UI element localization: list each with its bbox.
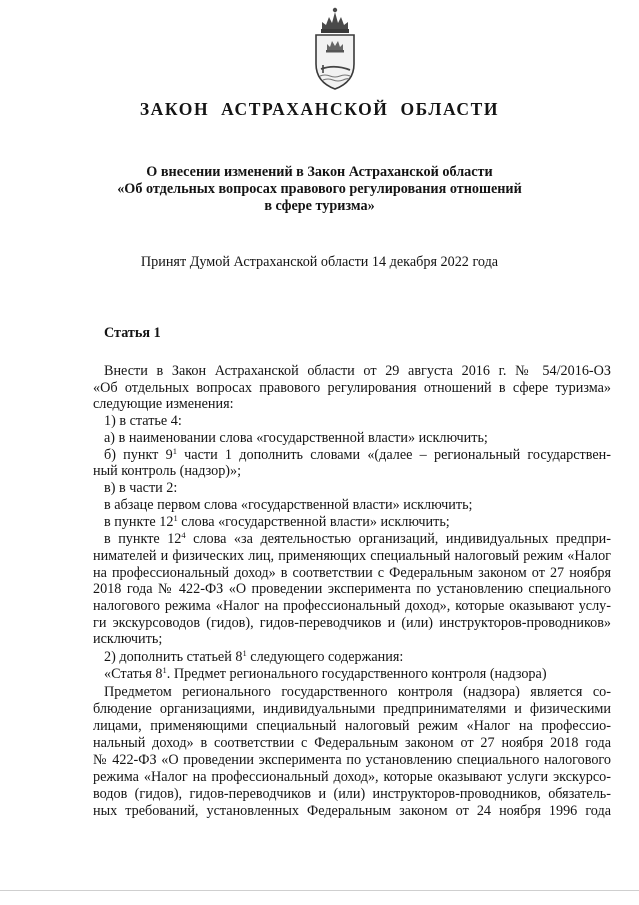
superscript: 1 — [173, 513, 178, 523]
body-line: водов (гидов), гидов-переводчиков и (или) инструкторов-проводников, обязатель- — [93, 786, 611, 802]
body-line: ных требований, установленных Федеральным законом от 24 ноября 1996 года — [93, 803, 611, 819]
body-line: блюдение организациями, индивидуальными предпринимателями и физическими — [93, 701, 611, 717]
body-line — [104, 447, 611, 463]
body-text: «Статья 8 — [104, 666, 163, 682]
body-line: нимателей и физических лиц, применяющих специальный налоговый режим «Налог — [93, 548, 611, 564]
body-text: в пункте 12 — [104, 531, 182, 547]
adoption-line: Принят Думой Астраханской области 14 декабря 2022 года — [140, 254, 499, 270]
body-text: части 1 дополнить словами «(далее – региональный государствен- — [176, 447, 611, 463]
superscript: 1 — [172, 446, 177, 456]
body-text: в пункте 12 — [104, 514, 174, 530]
subtitle-line-1: О внесении изменений в Закон Астраханской области — [146, 164, 493, 180]
superscript: 1 — [242, 648, 247, 658]
body-line: в абзаце первом слова «государственной власти» исключить; — [104, 497, 473, 513]
body-line: исключить; — [93, 631, 163, 647]
body-line: в) в части 2: — [104, 480, 178, 496]
body-line: Внести в Закон Астраханской области от 29 августа 2016 г. № 54/2016-ОЗ — [104, 363, 611, 379]
body-line: 2018 года № 422-ФЗ «О проведении эксперимента по установлению специального — [93, 581, 611, 597]
superscript: 4 — [181, 530, 186, 540]
document-title: ЗАКОН АСТРАХАНСКОЙ ОБЛАСТИ — [139, 99, 500, 119]
article-heading: Статья 1 — [104, 325, 161, 341]
subtitle-line-2: «Об отдельных вопросах правового регулирования отношений — [117, 181, 522, 197]
body-line — [104, 531, 611, 547]
body-line: налогового режима «Налог на профессиональный доход», которые оказывают услу- — [93, 598, 611, 614]
body-text: 2) дополнить статьей 8 — [104, 649, 243, 665]
body-line — [104, 666, 547, 682]
body-line: а) в наименовании слова «государственной власти» исключить; — [104, 430, 488, 446]
body-line: нальный доход» в соответствии с Федеральным законом от 27 ноября 2018 года — [93, 735, 611, 751]
body-line: на профессиональный доход» в соответствии с Федеральным законом от 27 ноября — [93, 565, 611, 581]
body-text: слова «за деятельностью организаций, индивидуальных предпри- — [185, 531, 611, 547]
body-line: 1) в статье 4: — [104, 413, 182, 429]
body-line: «Об отдельных вопросах правового регулирования отношений в сфере туризма» — [93, 380, 611, 396]
body-text: б) пункт 9 — [104, 447, 173, 463]
body-text: слова «государственной власти» исключить; — [177, 514, 450, 530]
body-text: следующего содержания: — [246, 649, 404, 665]
body-line — [104, 514, 450, 530]
body-text: . Предмет регионального государственного контроля (надзора) — [166, 666, 547, 682]
page-edge-divider — [0, 890, 639, 891]
body-line: ги экскурсоводов (гидов), гидов-переводчиков и (или) инструкторов-проводников» — [93, 615, 611, 631]
body-line: лицами, применяющими специальный налоговый режим «Налог на профессио- — [93, 718, 611, 734]
superscript: 1 — [162, 665, 167, 675]
body-line: № 422-ФЗ «О проведении эксперимента по установлению специального налогового — [93, 752, 611, 768]
astrakhan-coat-of-arms-icon — [309, 6, 361, 92]
body-line: Предметом регионального государственного контроля (надзора) является со- — [104, 684, 611, 700]
body-line — [104, 649, 403, 665]
body-line: режима «Налог на профессиональный доход», которые оказывают услуги экскурсо- — [93, 769, 611, 785]
body-line: ный контроль (надзор)»; — [93, 463, 242, 479]
subtitle-line-3: в сфере туризма» — [264, 198, 375, 214]
body-line: следующие изменения: — [93, 396, 234, 412]
